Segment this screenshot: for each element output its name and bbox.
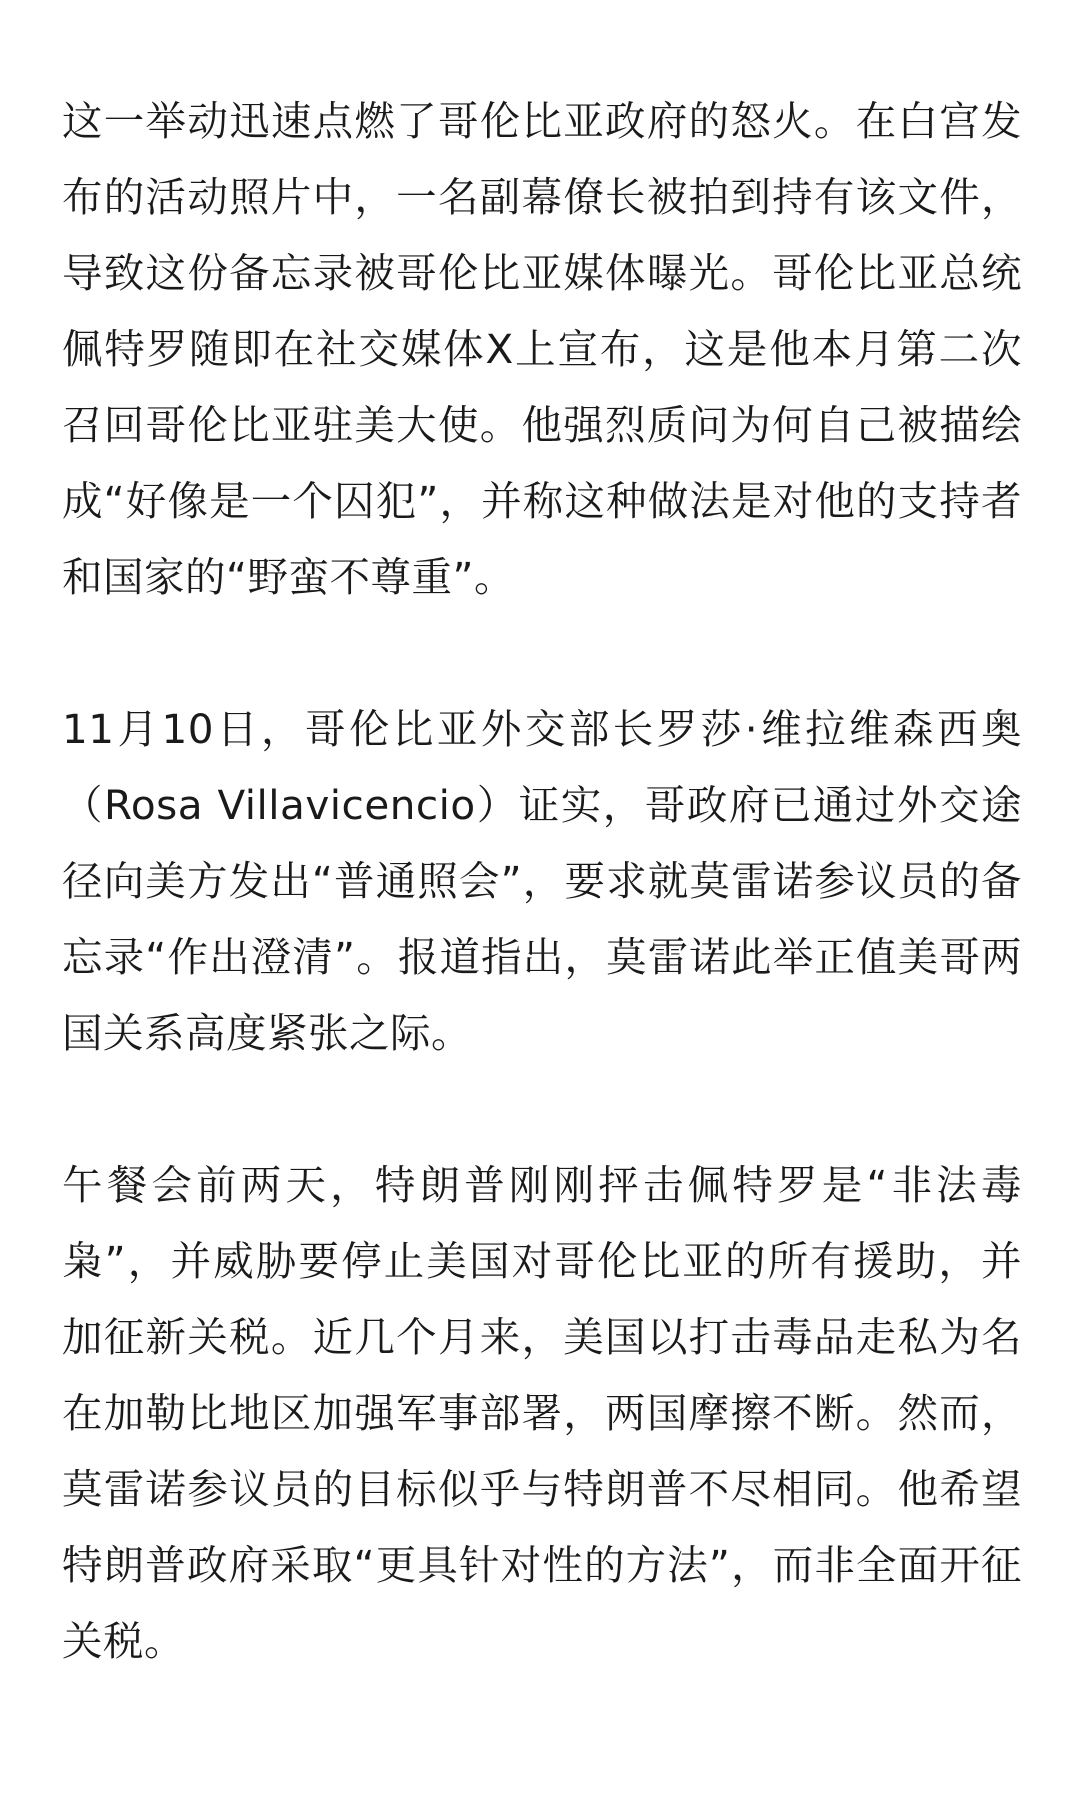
paragraph-1: 这一举动迅速点燃了哥伦比亚政府的怒火。在白宫发布的活动照片中，一名副幕僚长被拍到持有该文件，导致这份备忘录被哥伦比亚媒体曝光。哥伦比亚总统佩特罗随即在社交媒体X上宣布，这是他本月第二次召回哥伦比亚驻美大使。他强烈质问为何自己被描绘成“好像是一个囚犯”，并称这种做法是对他的支持者和国家的“野蛮不尊重”。: [62, 97, 1022, 601]
paragraph-2: 11月10日，哥伦比亚外交部长罗莎·维拉维森西奥（Rosa Villavicencio）证实，哥政府已通过外交途径向美方发出“普通照会”，要求就莫雷诺参议员的备忘录“作出澄清”。报道指出，莫雷诺此举正值美哥两国关系高度紧张之际。: [62, 705, 1022, 1057]
paragraph-3: 午餐会前两天，特朗普刚刚抨击佩特罗是“非法毒枭”，并威胁要停止美国对哥伦比亚的所有援助，并加征新关税。近几个月来，美国以打击毒品走私为名在加勒比地区加强军事部署，两国摩擦不断。然而，莫雷诺参议员的目标似乎与特朗普不尽相同。他希望特朗普政府采取“更具针对性的方法”，而非全面开征关税。: [62, 1161, 1022, 1665]
article-body: [62, 83, 1022, 1679]
